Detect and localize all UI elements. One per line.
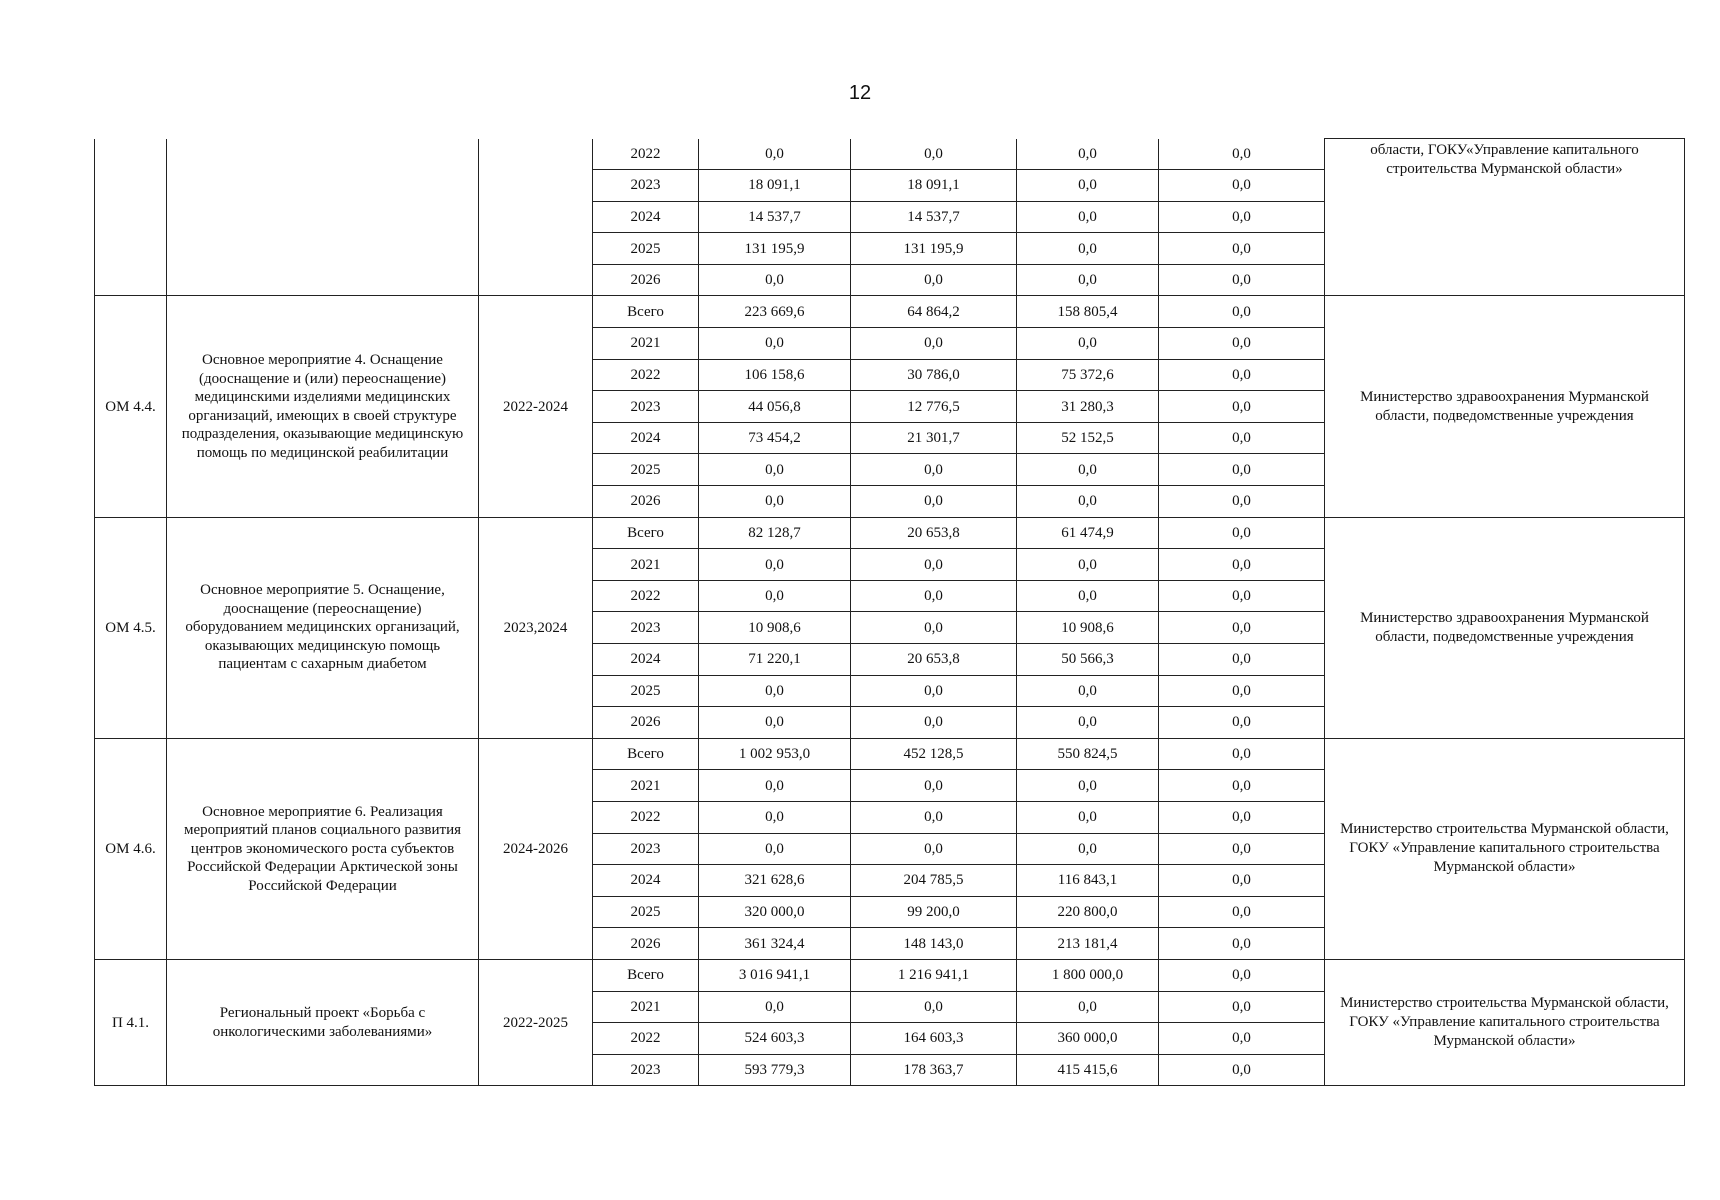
total-cell: 524 603,3: [699, 1023, 851, 1055]
federal-budget-cell: 0,0: [1017, 770, 1159, 802]
total-cell: 593 779,3: [699, 1054, 851, 1086]
other-sources-cell: 0,0: [1159, 454, 1325, 486]
total-cell: 0,0: [699, 770, 851, 802]
other-sources-cell: 0,0: [1159, 1054, 1325, 1086]
federal-budget-cell: 360 000,0: [1017, 1023, 1159, 1055]
year-cell: Всего: [593, 296, 699, 328]
other-sources-cell: 0,0: [1159, 770, 1325, 802]
federal-budget-cell: 0,0: [1017, 233, 1159, 265]
other-sources-cell: 0,0: [1159, 865, 1325, 897]
other-sources-cell: 0,0: [1159, 517, 1325, 549]
federal-budget-cell: 10 908,6: [1017, 612, 1159, 644]
federal-budget-cell: 0,0: [1017, 801, 1159, 833]
total-cell: 44 056,8: [699, 391, 851, 423]
total-cell: 0,0: [699, 549, 851, 581]
year-cell: 2024: [593, 644, 699, 676]
regional-budget-cell: 0,0: [851, 991, 1017, 1023]
federal-budget-cell: 0,0: [1017, 549, 1159, 581]
federal-budget-cell: 0,0: [1017, 580, 1159, 612]
activity-period: 2022-2025: [479, 959, 593, 1085]
federal-budget-cell: 415 415,6: [1017, 1054, 1159, 1086]
year-cell: 2024: [593, 422, 699, 454]
other-sources-cell: 0,0: [1159, 328, 1325, 360]
activity-code: ОМ 4.4.: [95, 296, 167, 517]
regional-budget-cell: 64 864,2: [851, 296, 1017, 328]
funding-table: [94, 138, 1685, 1086]
other-sources-cell: 0,0: [1159, 359, 1325, 391]
year-cell: 2024: [593, 201, 699, 233]
regional-budget-cell: 0,0: [851, 328, 1017, 360]
activity-period: [479, 139, 593, 296]
federal-budget-cell: 0,0: [1017, 139, 1159, 170]
federal-budget-cell: 220 800,0: [1017, 896, 1159, 928]
year-cell: 2025: [593, 233, 699, 265]
table-body: [95, 139, 1685, 1086]
table-row: [95, 296, 1685, 328]
regional-budget-cell: 12 776,5: [851, 391, 1017, 423]
year-cell: 2023: [593, 612, 699, 644]
total-cell: 0,0: [699, 675, 851, 707]
other-sources-cell: 0,0: [1159, 422, 1325, 454]
year-cell: 2021: [593, 991, 699, 1023]
federal-budget-cell: 0,0: [1017, 991, 1159, 1023]
regional-budget-cell: 0,0: [851, 707, 1017, 739]
other-sources-cell: 0,0: [1159, 833, 1325, 865]
regional-budget-cell: 131 195,9: [851, 233, 1017, 265]
year-cell: 2026: [593, 264, 699, 296]
federal-budget-cell: 0,0: [1017, 707, 1159, 739]
regional-budget-cell: 21 301,7: [851, 422, 1017, 454]
total-cell: 0,0: [699, 707, 851, 739]
regional-budget-cell: 178 363,7: [851, 1054, 1017, 1086]
regional-budget-cell: 0,0: [851, 580, 1017, 612]
year-cell: 2023: [593, 1054, 699, 1086]
year-cell: 2025: [593, 896, 699, 928]
federal-budget-cell: 31 280,3: [1017, 391, 1159, 423]
other-sources-cell: 0,0: [1159, 644, 1325, 676]
total-cell: 73 454,2: [699, 422, 851, 454]
other-sources-cell: 0,0: [1159, 738, 1325, 770]
federal-budget-cell: 213 181,4: [1017, 928, 1159, 960]
federal-budget-cell: 75 372,6: [1017, 359, 1159, 391]
regional-budget-cell: 30 786,0: [851, 359, 1017, 391]
other-sources-cell: 0,0: [1159, 1023, 1325, 1055]
total-cell: 0,0: [699, 328, 851, 360]
year-cell: 2021: [593, 549, 699, 581]
other-sources-cell: 0,0: [1159, 801, 1325, 833]
year-cell: 2023: [593, 833, 699, 865]
responsible-executor: Министерство здравоохранения Мурманской области, подведомственные учреждения: [1325, 517, 1685, 738]
regional-budget-cell: 0,0: [851, 675, 1017, 707]
federal-budget-cell: 0,0: [1017, 328, 1159, 360]
federal-budget-cell: 550 824,5: [1017, 738, 1159, 770]
federal-budget-cell: 1 800 000,0: [1017, 959, 1159, 991]
other-sources-cell: 0,0: [1159, 896, 1325, 928]
other-sources-cell: 0,0: [1159, 139, 1325, 170]
total-cell: 14 537,7: [699, 201, 851, 233]
total-cell: 0,0: [699, 139, 851, 170]
federal-budget-cell: 116 843,1: [1017, 865, 1159, 897]
federal-budget-cell: 0,0: [1017, 454, 1159, 486]
regional-budget-cell: 452 128,5: [851, 738, 1017, 770]
regional-budget-cell: 164 603,3: [851, 1023, 1017, 1055]
federal-budget-cell: 0,0: [1017, 201, 1159, 233]
year-cell: 2026: [593, 707, 699, 739]
year-cell: 2023: [593, 391, 699, 423]
year-cell: 2025: [593, 675, 699, 707]
year-cell: Всего: [593, 517, 699, 549]
federal-budget-cell: 158 805,4: [1017, 296, 1159, 328]
total-cell: 3 016 941,1: [699, 959, 851, 991]
federal-budget-cell: 0,0: [1017, 675, 1159, 707]
table-row: [95, 738, 1685, 770]
year-cell: 2021: [593, 770, 699, 802]
other-sources-cell: 0,0: [1159, 612, 1325, 644]
regional-budget-cell: 20 653,8: [851, 644, 1017, 676]
regional-budget-cell: 0,0: [851, 612, 1017, 644]
activity-code: П 4.1.: [95, 959, 167, 1085]
other-sources-cell: 0,0: [1159, 264, 1325, 296]
regional-budget-cell: 14 537,7: [851, 201, 1017, 233]
other-sources-cell: 0,0: [1159, 928, 1325, 960]
other-sources-cell: 0,0: [1159, 707, 1325, 739]
year-cell: 2024: [593, 865, 699, 897]
year-cell: 2025: [593, 454, 699, 486]
federal-budget-cell: 0,0: [1017, 170, 1159, 202]
other-sources-cell: 0,0: [1159, 391, 1325, 423]
page-number: 12: [848, 82, 872, 104]
year-cell: 2022: [593, 801, 699, 833]
year-cell: Всего: [593, 959, 699, 991]
total-cell: 0,0: [699, 991, 851, 1023]
other-sources-cell: 0,0: [1159, 675, 1325, 707]
total-cell: 0,0: [699, 801, 851, 833]
other-sources-cell: 0,0: [1159, 959, 1325, 991]
table-row: [95, 139, 1685, 170]
regional-budget-cell: 0,0: [851, 770, 1017, 802]
year-cell: 2026: [593, 486, 699, 518]
federal-budget-cell: 61 474,9: [1017, 517, 1159, 549]
total-cell: 361 324,4: [699, 928, 851, 960]
regional-budget-cell: 0,0: [851, 264, 1017, 296]
activity-code: [95, 139, 167, 296]
total-cell: 0,0: [699, 833, 851, 865]
regional-budget-cell: 0,0: [851, 454, 1017, 486]
total-cell: 18 091,1: [699, 170, 851, 202]
regional-budget-cell: 20 653,8: [851, 517, 1017, 549]
federal-budget-cell: 52 152,5: [1017, 422, 1159, 454]
federal-budget-cell: 0,0: [1017, 486, 1159, 518]
year-cell: 2022: [593, 580, 699, 612]
year-cell: 2026: [593, 928, 699, 960]
federal-budget-cell: 0,0: [1017, 264, 1159, 296]
total-cell: 71 220,1: [699, 644, 851, 676]
regional-budget-cell: 1 216 941,1: [851, 959, 1017, 991]
activity-code: ОМ 4.6.: [95, 738, 167, 959]
other-sources-cell: 0,0: [1159, 233, 1325, 265]
table-row: [95, 517, 1685, 549]
total-cell: 82 128,7: [699, 517, 851, 549]
activity-period: 2022-2024: [479, 296, 593, 517]
responsible-executor: Министерство строительства Мурманской области, ГОКУ «Управление капитального строительства Мурманской области»: [1325, 738, 1685, 959]
activity-name: Основное мероприятие 5. Оснащение, дооснащение (переоснащение) оборудованием медицинских организаций, оказывающих медицинскую помощь пациентам с сахарным диабетом: [167, 517, 479, 738]
activity-name: Основное мероприятие 4. Оснащение (дооснащение и (или) переоснащение) медицинскими изделиями медицинских организаций, имеющих в своей структуре подразделения, оказывающие медицинскую помощь по медицинской реабилитации: [167, 296, 479, 517]
total-cell: 131 195,9: [699, 233, 851, 265]
year-cell: 2023: [593, 170, 699, 202]
activity-period: 2024-2026: [479, 738, 593, 959]
regional-budget-cell: 99 200,0: [851, 896, 1017, 928]
regional-budget-cell: 204 785,5: [851, 865, 1017, 897]
year-cell: 2022: [593, 359, 699, 391]
total-cell: 0,0: [699, 264, 851, 296]
year-cell: Всего: [593, 738, 699, 770]
activity-name: Основное мероприятие 6. Реализация мероприятий планов социального развития центров экономического роста субъектов Российской Федерации Арктической зоны Российской Федерации: [167, 738, 479, 959]
other-sources-cell: 0,0: [1159, 549, 1325, 581]
total-cell: 0,0: [699, 580, 851, 612]
total-cell: 321 628,6: [699, 865, 851, 897]
other-sources-cell: 0,0: [1159, 991, 1325, 1023]
total-cell: 320 000,0: [699, 896, 851, 928]
total-cell: 1 002 953,0: [699, 738, 851, 770]
regional-budget-cell: 0,0: [851, 801, 1017, 833]
regional-budget-cell: 0,0: [851, 139, 1017, 170]
total-cell: 223 669,6: [699, 296, 851, 328]
regional-budget-cell: 0,0: [851, 486, 1017, 518]
year-cell: 2022: [593, 139, 699, 170]
other-sources-cell: 0,0: [1159, 201, 1325, 233]
year-cell: 2021: [593, 328, 699, 360]
year-cell: 2022: [593, 1023, 699, 1055]
table-row: [95, 959, 1685, 991]
regional-budget-cell: 0,0: [851, 549, 1017, 581]
other-sources-cell: 0,0: [1159, 580, 1325, 612]
other-sources-cell: 0,0: [1159, 170, 1325, 202]
total-cell: 106 158,6: [699, 359, 851, 391]
activity-period: 2023,2024: [479, 517, 593, 738]
federal-budget-cell: 0,0: [1017, 833, 1159, 865]
total-cell: 0,0: [699, 454, 851, 486]
regional-budget-cell: 18 091,1: [851, 170, 1017, 202]
responsible-executor: области, ГОКУ«Управление капитального строительства Мурманской области»: [1325, 139, 1685, 296]
activity-name: [167, 139, 479, 296]
activity-code: ОМ 4.5.: [95, 517, 167, 738]
total-cell: 0,0: [699, 486, 851, 518]
responsible-executor: Министерство строительства Мурманской области, ГОКУ «Управление капитального строительства Мурманской области»: [1325, 959, 1685, 1085]
regional-budget-cell: 148 143,0: [851, 928, 1017, 960]
activity-name: Региональный проект «Борьба с онкологическими заболеваниями»: [167, 959, 479, 1085]
other-sources-cell: 0,0: [1159, 486, 1325, 518]
regional-budget-cell: 0,0: [851, 833, 1017, 865]
federal-budget-cell: 50 566,3: [1017, 644, 1159, 676]
other-sources-cell: 0,0: [1159, 296, 1325, 328]
responsible-executor: Министерство здравоохранения Мурманской области, подведомственные учреждения: [1325, 296, 1685, 517]
total-cell: 10 908,6: [699, 612, 851, 644]
